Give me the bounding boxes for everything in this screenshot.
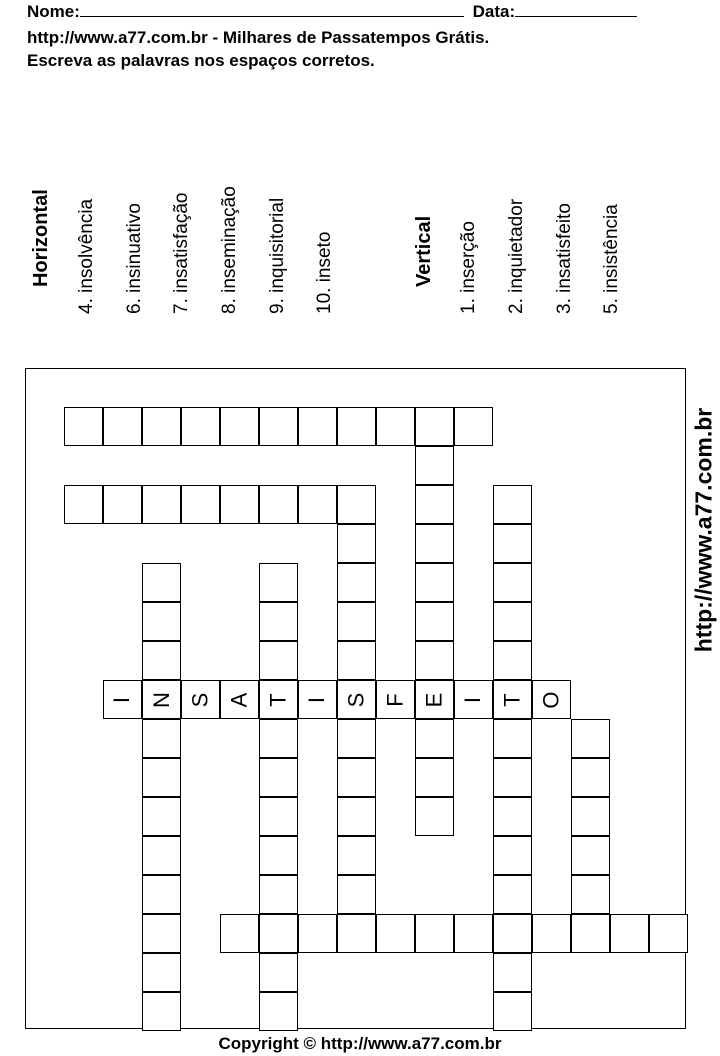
crossword-cell[interactable] xyxy=(259,875,298,914)
vertical-clue: 2. inquietador xyxy=(506,198,527,314)
crossword-cell[interactable] xyxy=(142,719,181,758)
crossword-cell[interactable] xyxy=(532,914,571,953)
crossword-cell[interactable] xyxy=(571,758,610,797)
cell-letter: I xyxy=(304,696,330,703)
crossword-cell[interactable] xyxy=(259,992,298,1031)
crossword-cell[interactable] xyxy=(259,719,298,758)
crossword-cell[interactable] xyxy=(571,914,610,953)
cell-letter: T xyxy=(499,692,525,707)
copyright: Copyright © http://www.a77.com.br xyxy=(218,1034,502,1053)
crossword-cell[interactable] xyxy=(298,407,337,446)
crossword-cell[interactable] xyxy=(376,407,415,446)
crossword-cell[interactable] xyxy=(220,680,259,719)
crossword-cell[interactable] xyxy=(259,680,298,719)
crossword-cell[interactable] xyxy=(415,797,454,836)
crossword-cell[interactable] xyxy=(220,407,259,446)
crossword-cell[interactable] xyxy=(571,875,610,914)
crossword-cell[interactable] xyxy=(415,407,454,446)
crossword-cell[interactable] xyxy=(493,680,532,719)
cell-letter: E xyxy=(421,692,447,707)
horizontal-clue: 8. inseminação xyxy=(219,186,240,314)
vertical-clue: 1. inserção xyxy=(458,221,479,314)
vertical-clue: 3. insatisfeito xyxy=(554,203,575,314)
crossword-cell[interactable] xyxy=(103,485,142,524)
cell-letter: A xyxy=(226,692,252,707)
crossword-cell[interactable] xyxy=(259,563,298,602)
date-label: Data: xyxy=(472,2,516,21)
crossword-cell[interactable] xyxy=(571,836,610,875)
horizontal-clue: 6. insinuativo xyxy=(124,203,145,314)
crossword-cell[interactable] xyxy=(298,485,337,524)
crossword-cell[interactable] xyxy=(337,485,376,524)
crossword-cell[interactable] xyxy=(454,680,493,719)
crossword-cell[interactable] xyxy=(493,836,532,875)
crossword-cell[interactable] xyxy=(142,641,181,680)
crossword-cell[interactable] xyxy=(493,602,532,641)
crossword-cell[interactable] xyxy=(415,524,454,563)
crossword-cell[interactable] xyxy=(376,680,415,719)
crossword-cell[interactable] xyxy=(454,407,493,446)
crossword-cell[interactable] xyxy=(259,914,298,953)
crossword-cell[interactable] xyxy=(337,641,376,680)
crossword-cell[interactable] xyxy=(259,602,298,641)
vertical-clues-title: Vertical xyxy=(413,215,435,287)
site-line: http://www.a77.com.br - Milhares de Passatempos Grátis. xyxy=(27,28,490,47)
crossword-cell[interactable] xyxy=(415,485,454,524)
crossword-cell[interactable] xyxy=(142,992,181,1031)
crossword-cell[interactable] xyxy=(103,680,142,719)
crossword-cell[interactable] xyxy=(415,641,454,680)
crossword-cell[interactable] xyxy=(142,797,181,836)
crossword-cell[interactable] xyxy=(142,953,181,992)
crossword-cell[interactable] xyxy=(64,407,103,446)
cell-letter: I xyxy=(460,696,486,703)
crossword-cell[interactable] xyxy=(259,641,298,680)
crossword-cell[interactable] xyxy=(493,797,532,836)
cell-letter: I xyxy=(109,696,135,703)
cell-letter: T xyxy=(265,692,291,707)
crossword-cell[interactable] xyxy=(415,446,454,485)
crossword-cell[interactable] xyxy=(493,953,532,992)
crossword-cell[interactable] xyxy=(493,719,532,758)
crossword-cell[interactable] xyxy=(493,992,532,1031)
crossword-cell[interactable] xyxy=(142,680,181,719)
crossword-cell[interactable] xyxy=(610,914,649,953)
crossword-cell[interactable] xyxy=(220,485,259,524)
instruction-line: Escreva as palavras nos espaços corretos. xyxy=(27,51,375,70)
crossword-cell[interactable] xyxy=(493,914,532,953)
vertical-clue: 5. insistência xyxy=(601,204,622,314)
crossword-cell[interactable] xyxy=(337,680,376,719)
crossword-cell[interactable] xyxy=(142,602,181,641)
cell-letter: N xyxy=(148,691,174,708)
crossword-cell[interactable] xyxy=(571,719,610,758)
crossword-cell[interactable] xyxy=(142,758,181,797)
crossword-cell[interactable] xyxy=(415,563,454,602)
crossword-cell[interactable] xyxy=(337,836,376,875)
crossword-cell[interactable] xyxy=(532,680,571,719)
cell-letter: O xyxy=(538,690,564,709)
crossword-cell[interactable] xyxy=(298,914,337,953)
cell-letter: S xyxy=(187,692,213,707)
clue-list xyxy=(0,0,720,330)
crossword-cell[interactable] xyxy=(142,875,181,914)
crossword-cell[interactable] xyxy=(142,563,181,602)
crossword-cell[interactable] xyxy=(337,524,376,563)
crossword-cell[interactable] xyxy=(415,719,454,758)
crossword-cell[interactable] xyxy=(337,719,376,758)
crossword-cell[interactable] xyxy=(103,407,142,446)
crossword-cell[interactable] xyxy=(64,485,103,524)
crossword-cell[interactable] xyxy=(415,758,454,797)
crossword-cell[interactable] xyxy=(259,407,298,446)
crossword-cell[interactable] xyxy=(181,680,220,719)
crossword-cell[interactable] xyxy=(493,758,532,797)
crossword-cell[interactable] xyxy=(415,602,454,641)
horizontal-clue: 9. inquisitorial xyxy=(267,197,288,314)
crossword-cell[interactable] xyxy=(376,914,415,953)
cell-letter: F xyxy=(382,692,408,707)
crossword-cell[interactable] xyxy=(337,797,376,836)
crossword-cell[interactable] xyxy=(142,914,181,953)
crossword-cell[interactable] xyxy=(142,407,181,446)
crossword-cell[interactable] xyxy=(493,524,532,563)
crossword-cell[interactable] xyxy=(220,914,259,953)
crossword-cell[interactable] xyxy=(337,875,376,914)
crossword-cell[interactable] xyxy=(259,797,298,836)
crossword-cell[interactable] xyxy=(142,836,181,875)
crossword-cell[interactable] xyxy=(142,485,181,524)
horizontal-clues-title: Horizontal xyxy=(30,189,52,287)
crossword-cell[interactable] xyxy=(259,758,298,797)
crossword-cell[interactable] xyxy=(493,485,532,524)
crossword-cell[interactable] xyxy=(298,680,337,719)
crossword-cell[interactable] xyxy=(415,680,454,719)
horizontal-clue: 7. insatisfação xyxy=(171,192,192,314)
crossword-cell[interactable] xyxy=(337,563,376,602)
crossword-cell[interactable] xyxy=(337,758,376,797)
horizontal-clue: 4. insolvência xyxy=(76,198,97,314)
crossword-cell[interactable] xyxy=(259,836,298,875)
crossword-cell[interactable] xyxy=(493,641,532,680)
crossword-cell[interactable] xyxy=(337,407,376,446)
crossword-cell[interactable] xyxy=(493,563,532,602)
name-label: Nome: xyxy=(27,2,80,21)
crossword-cell[interactable] xyxy=(337,602,376,641)
cell-letter: S xyxy=(343,692,369,707)
horizontal-clue: 10. inseto xyxy=(314,231,335,314)
crossword-cell[interactable] xyxy=(454,914,493,953)
crossword-cell[interactable] xyxy=(181,485,220,524)
crossword-cell[interactable] xyxy=(181,407,220,446)
crossword-cell[interactable] xyxy=(415,914,454,953)
crossword-cell[interactable] xyxy=(337,914,376,953)
crossword-cell[interactable] xyxy=(259,953,298,992)
side-url: http://www.a77.com.br xyxy=(690,407,717,653)
crossword-cell[interactable] xyxy=(493,875,532,914)
crossword-cell[interactable] xyxy=(649,914,688,953)
crossword-cell[interactable] xyxy=(259,485,298,524)
crossword-cell[interactable] xyxy=(571,797,610,836)
